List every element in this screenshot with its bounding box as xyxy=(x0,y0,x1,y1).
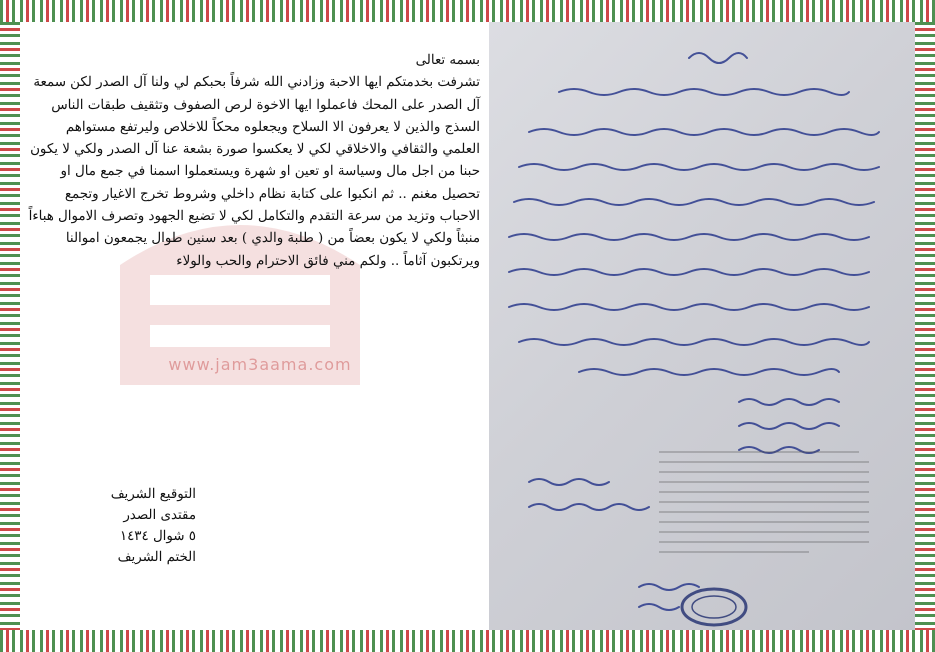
signature-line: التوقيع الشريف xyxy=(110,487,196,502)
signature-block xyxy=(96,484,196,568)
transcript-heading: بسمه تعالى xyxy=(415,53,480,68)
handwritten-letter-photo xyxy=(489,22,915,630)
decorative-border-left xyxy=(0,22,20,630)
handwriting-scribbles xyxy=(489,22,915,630)
signature-seal-label: الختم الشريف xyxy=(117,550,196,565)
decorative-border-right xyxy=(915,22,935,630)
decorative-border-top xyxy=(0,0,935,22)
watermark-site: www.jam3aama.com xyxy=(168,355,352,374)
signature-date: ٥ شوال ١٤٣٤ xyxy=(119,529,196,544)
seal-stamp xyxy=(682,589,746,625)
decorative-border-bottom xyxy=(0,630,935,652)
transcript-body: تشرفت بخدمتكم ايها الاحبة وزادني الله شرفاً بحبكم لي ولنا آل الصدر لكن سمعة آل الصدر على المحك فاعملوا ايها الاخوة لرص الصفوف وتثقيف طبقات الناس السذج والذين لا يعرفون الا السلاح ويجعلوه محكاً للاخلاص وليرتفع مستواهم العلمي والثقافي والاخلاقي لكي لا يعكسوا صورة بشعة عنا آل الصدر ولكي لا يكون حبنا من اجل مال وسياسة او تعين او شهرة ويستعملوا اسمنا في جمع مال او تحصيل مغنم .. ثم انكبوا على كتابة نظام داخلي وشروط تخرج الاغيار وتجمع الاحباب وتزيد من سرعة التقدم والتكامل لكي لا تضيع الجهود وتصرف الاموال هباءاً منبثاً ولكي لا يكون بعضاً من ( طلبة والدي ) بعد سنين طوال يجمعون اموالنا ويرتكبون آثاماً .. ولكم مني فائق الاحترام والحب والولاء xyxy=(28,75,480,269)
letter-transcription xyxy=(26,50,480,273)
signature-name: مقتدى الصدر xyxy=(123,508,196,523)
